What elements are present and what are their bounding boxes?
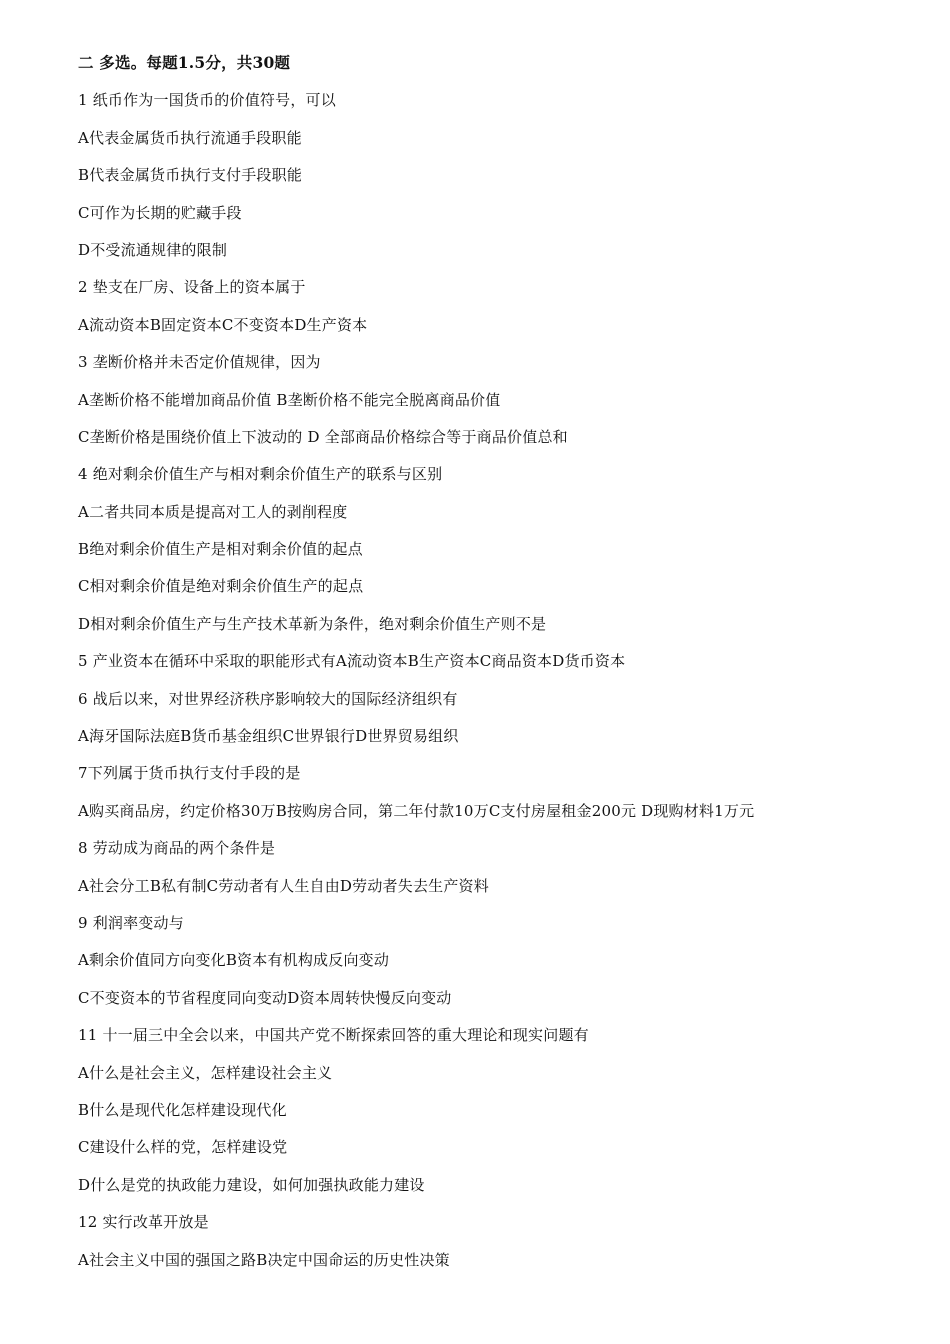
option-line: A什么是社会主义，怎样建设社会主义: [78, 1063, 333, 1082]
option-line: A二者共同本质是提高对工人的剥削程度: [78, 502, 348, 521]
question-7: 7下列属于货币执行支付手段的是: [78, 764, 301, 783]
question-8: 8 劳动成为商品的两个条件是: [78, 839, 276, 858]
option-line: B绝对剩余价值生产是相对剩余价值的起点: [78, 540, 363, 559]
question-2: 2 垫支在厂房、设备上的资本属于: [78, 278, 306, 297]
option-line: A代表金属货币执行流通手段职能: [78, 128, 302, 147]
option-line: C垄断价格是围绕价值上下波动的 D 全部商品价格综合等于商品价值总和: [78, 427, 568, 446]
option-line: B代表金属货币执行支付手段职能: [78, 166, 303, 185]
question-6: 6 战后以来，对世界经济秩序影响较大的国际经济组织有: [78, 689, 458, 708]
question-4: 4 绝对剩余价值生产与相对剩余价值生产的联系与区别: [78, 465, 443, 484]
option-line: C建设什么样的党，怎样建设党: [78, 1138, 288, 1157]
option-line: A社会分工B私有制C劳动者有人生自由D劳动者失去生产资料: [78, 876, 489, 895]
option-line: B什么是现代化怎样建设现代化: [78, 1100, 287, 1119]
option-line: A社会主义中国的强国之路B决定中国命运的历史性决策: [78, 1250, 450, 1269]
question-1: 1 纸币作为一国货币的价值符号，可以: [78, 91, 336, 110]
option-line: D相对剩余价值生产与生产技术革新为条件，绝对剩余价值生产则不是: [78, 614, 547, 633]
option-line: A海牙国际法庭B货币基金组织C世界银行D世界贸易组织: [78, 727, 459, 746]
option-line: A剩余价值同方向变化B资本有机构成反向变动: [78, 951, 390, 970]
document-page: [78, 50, 938, 1284]
section-heading: 二 多选。每题1.5分，共30题: [78, 53, 291, 72]
option-line: A流动资本B固定资本C不变资本D生产资本: [78, 315, 368, 334]
option-line: C不变资本的节省程度同向变动D资本周转快慢反向变动: [78, 988, 452, 1007]
option-line: C可作为长期的贮藏手段: [78, 203, 242, 222]
option-line: A购买商品房，约定价格30万B按购房合同，第二年付款10万C支付房屋租金200元 D现购材料1万元: [78, 801, 755, 820]
question-5: 5 产业资本在循环中采取的职能形式有A流动资本B生产资本C商品资本D货币资本: [78, 652, 626, 671]
question-12: 12 实行改革开放是: [78, 1213, 209, 1232]
option-line: A垄断价格不能增加商品价值 B垄断价格不能完全脱离商品价值: [78, 390, 501, 409]
option-line: D不受流通规律的限制: [78, 240, 228, 259]
option-line: C相对剩余价值是绝对剩余价值生产的起点: [78, 577, 364, 596]
question-3: 3 垄断价格并未否定价值规律，因为: [78, 353, 321, 372]
option-line: D什么是党的执政能力建设，如何加强执政能力建设: [78, 1175, 425, 1194]
question-11: 11 十一届三中全会以来，中国共产党不断探索回答的重大理论和现实问题有: [78, 1026, 589, 1045]
question-9: 9 利润率变动与: [78, 913, 184, 932]
